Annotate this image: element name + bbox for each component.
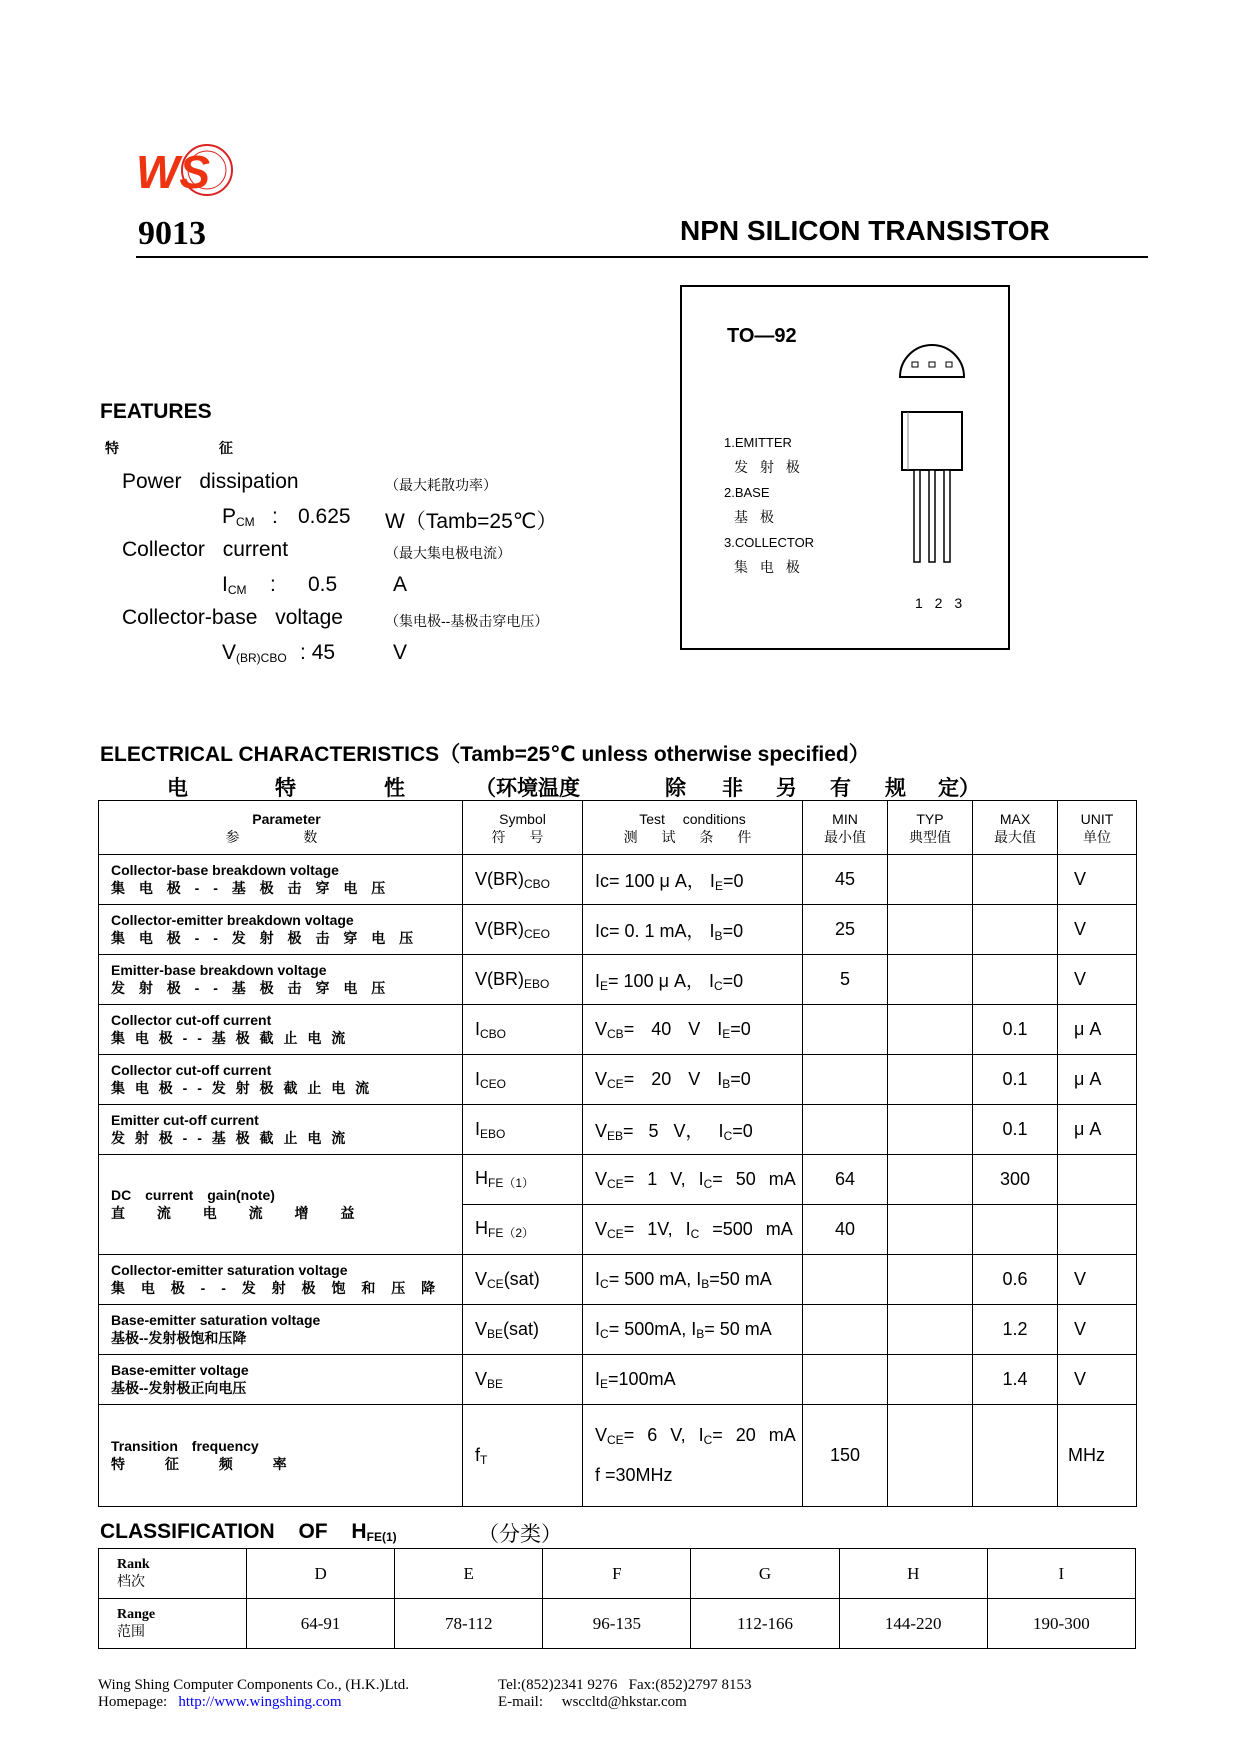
param-cn: 集 电 极 - - 发 射 极 截 止 电 流	[111, 1080, 373, 1096]
param-cn: 集 电 极 - - 发 射 极 击 穿 电 压	[111, 930, 419, 946]
param-en: Collector-emitter saturation voltage	[111, 1262, 348, 1278]
symbol-cell: $I_{CBO}$	[463, 1005, 583, 1055]
param-cn: 发 射 极 - - 基 极 击 穿 电 压	[111, 980, 391, 996]
table-row	[99, 1055, 1137, 1105]
feature-power-unit: W（Tamb=25℃）	[385, 510, 558, 533]
param-cn: 基极--发射极正向电压	[111, 1380, 247, 1396]
param-en: Emitter cut-off current	[111, 1112, 259, 1128]
symbol-cell: $H_{FE(2)}$	[463, 1205, 583, 1255]
symbol-cell: $V_{CE}(sat)$	[463, 1255, 583, 1305]
pin-1-cn: 发 射 极	[734, 459, 804, 475]
param-cn: 基极--发射极饱和压降	[111, 1330, 247, 1346]
rank-cell: D	[247, 1549, 395, 1599]
condition-cell: $V_{CE}= 6$ V, $I_C= 20$ mA f =30MHz	[583, 1405, 803, 1507]
electrical-heading: ELECTRICAL CHARACTERISTICS（Tamb=25℃ unless otherwise specified）	[100, 743, 870, 766]
condition-cell: $V_{CE}= 20$ V $I_B=0$	[583, 1055, 803, 1105]
max-cell: 0.1	[973, 1005, 1058, 1055]
symbol-cell: $I_{EBO}$	[463, 1105, 583, 1155]
max-cell: 0.6	[973, 1255, 1058, 1305]
rank-row	[99, 1549, 1136, 1599]
range-cell: 64-91	[247, 1599, 395, 1649]
min-cell	[803, 1305, 888, 1355]
rank-cell: E	[395, 1549, 543, 1599]
param-en: Collector-base breakdown voltage	[111, 862, 339, 878]
rank-cell: I	[987, 1549, 1135, 1599]
min-cell: 150	[803, 1405, 888, 1507]
package-box	[680, 285, 1010, 650]
max-cell	[973, 1205, 1058, 1255]
symbol-cell: $V(BR)_{EBO}$	[463, 955, 583, 1005]
symbol-cell: $V_{BE}(sat)$	[463, 1305, 583, 1355]
max-cell: 300	[973, 1155, 1058, 1205]
condition-cell: $I_C= 500mA$, $I_B= 50$ mA	[583, 1305, 803, 1355]
min-cell	[803, 1255, 888, 1305]
package-name: TO—92	[727, 325, 797, 347]
feature-voltage-cn: （集电极--基极击穿电压）	[385, 613, 549, 629]
feature-current-symbol: $I_{CM}$	[222, 573, 247, 597]
min-cell: 45	[803, 855, 888, 905]
company-logo	[132, 140, 242, 210]
param-cn: 直 流 电 流 增 益	[111, 1205, 369, 1221]
max-cell	[973, 905, 1058, 955]
condition-cell: $V_{CE}= 1$ V, $I_C= 50$ mA	[583, 1155, 803, 1205]
max-cell	[973, 955, 1058, 1005]
unit-cell: MHz	[1058, 1405, 1137, 1507]
condition-cell: $V_{CB}= 40$ V $I_E=0$	[583, 1005, 803, 1055]
ec-cn-word-8: 有	[830, 777, 851, 800]
feature-current-label: Collector current	[122, 538, 289, 561]
unit-cell: V	[1058, 1255, 1137, 1305]
min-cell	[803, 1005, 888, 1055]
range-cell: 112-166	[691, 1599, 839, 1649]
ec-cn-word-2: 特	[275, 777, 296, 800]
max-cell	[973, 855, 1058, 905]
min-cell: 25	[803, 905, 888, 955]
feature-power-symbol: $P_{CM}$	[222, 505, 255, 529]
pin-3-cn: 集 电 极	[734, 559, 804, 575]
symbol-cell: $V(BR)_{CEO}$	[463, 905, 583, 955]
header-rule	[136, 256, 1148, 258]
max-cell	[973, 1405, 1058, 1507]
param-cn: 发 射 极 - - 基 极 截 止 电 流	[111, 1130, 349, 1146]
condition-cell: $I_E=100mA$	[583, 1355, 803, 1405]
unit-cell: V	[1058, 955, 1137, 1005]
max-cell: 1.4	[973, 1355, 1058, 1405]
table-row	[99, 855, 1137, 905]
feature-power-sep: :	[272, 505, 278, 528]
typ-cell	[888, 1055, 973, 1105]
pin-3-label: 3.COLLECTOR	[724, 535, 815, 550]
col-parameter: Parameter 参 数	[99, 801, 463, 855]
classification-heading-cn: （分类）	[478, 1523, 562, 1546]
unit-cell	[1058, 1155, 1137, 1205]
ec-cn-word-3: 性	[384, 777, 405, 800]
param-cn: 特 征 频 率	[111, 1456, 305, 1472]
typ-cell	[888, 1305, 973, 1355]
unit-cell	[1058, 1205, 1137, 1255]
feature-power-value: 0.625	[298, 505, 351, 528]
condition-cell: $V_{EB}= 5$ V， $I_C=0$	[583, 1105, 803, 1155]
ec-cn-word-6: 非	[722, 777, 743, 800]
range-cell: 144-220	[839, 1599, 987, 1649]
feature-voltage-unit: V	[393, 641, 408, 664]
features-heading: FEATURES	[100, 400, 212, 423]
table-row-ft	[99, 1405, 1137, 1507]
feature-current-cn: （最大集电极电流）	[385, 545, 511, 561]
table-row	[99, 1305, 1137, 1355]
part-number: 9013	[138, 215, 206, 252]
symbol-cell: $H_{FE(1)}$	[463, 1155, 583, 1205]
range-row	[99, 1599, 1136, 1649]
features-heading-cn: 特 征	[105, 440, 281, 456]
pin-2-cn: 基 极	[734, 509, 778, 525]
min-cell	[803, 1105, 888, 1155]
typ-cell	[888, 1355, 973, 1405]
footer-email: E-mail: wsccltd@hkstar.com	[498, 1694, 687, 1710]
typ-cell	[888, 1105, 973, 1155]
homepage-link[interactable]: http://www.wingshing.com	[178, 1694, 342, 1710]
rank-cell: F	[543, 1549, 691, 1599]
footer-homepage: Homepage: http://www.wingshing.com	[98, 1694, 342, 1710]
col-typ: TYP 典型值	[888, 801, 973, 855]
typ-cell	[888, 1405, 973, 1507]
min-cell: 5	[803, 955, 888, 1005]
symbol-cell: $I_{CEO}$	[463, 1055, 583, 1105]
param-en: Emitter-base breakdown voltage	[111, 962, 327, 978]
typ-cell	[888, 1255, 973, 1305]
rank-cell: G	[691, 1549, 839, 1599]
table-row-hfe1	[99, 1155, 1137, 1205]
param-en: Base-emitter voltage	[111, 1362, 249, 1378]
document-title: NPN SILICON TRANSISTOR	[680, 215, 1050, 246]
pin-numbers: 1 2 3	[915, 595, 967, 611]
range-cell: 96-135	[543, 1599, 691, 1649]
unit-cell: V	[1058, 905, 1137, 955]
col-unit: UNIT 单位	[1058, 801, 1137, 855]
feature-current-sep: :	[270, 573, 276, 596]
min-cell	[803, 1355, 888, 1405]
min-cell: 64	[803, 1155, 888, 1205]
param-cn: 集 电 极 - - 基 极 击 穿 电 压	[111, 880, 391, 896]
ec-cn-word-4: （环境温度	[475, 777, 580, 800]
unit-cell: μ A	[1058, 1005, 1137, 1055]
unit-cell: V	[1058, 1355, 1137, 1405]
typ-cell	[888, 1205, 973, 1255]
email-link[interactable]: wsccltd@hkstar.com	[561, 1694, 687, 1710]
unit-cell: V	[1058, 1305, 1137, 1355]
ec-cn-word-7: 另	[776, 777, 797, 800]
max-cell: 0.1	[973, 1105, 1058, 1155]
electrical-characteristics-table	[98, 800, 1137, 1507]
condition-cell: $V_{CE}= 1V$, $I_C =500$ mA	[583, 1205, 803, 1255]
rank-header: Rank 档次	[99, 1549, 247, 1599]
ec-cn-word-1: 电	[167, 777, 188, 800]
condition-cell: $I_E= 100$ μ A， $I_C=0$	[583, 955, 803, 1005]
feature-current-unit: A	[393, 573, 408, 596]
param-en: Collector cut-off current	[111, 1062, 272, 1078]
classification-table	[98, 1548, 1136, 1649]
condition-cell: Ic= 100 μ A， $I_E=0$	[583, 855, 803, 905]
param-en: Base-emitter saturation voltage	[111, 1312, 321, 1328]
feature-power-label: Power dissipation	[122, 470, 299, 493]
col-max: MAX 最大值	[973, 801, 1058, 855]
table-header-row	[99, 801, 1137, 855]
table-row	[99, 1355, 1137, 1405]
pin-2-label: 2.BASE	[724, 485, 770, 500]
param-cn: 集 电 极 - - 发 射 极 饱 和 压 降	[111, 1280, 442, 1296]
table-row	[99, 1105, 1137, 1155]
svg-text:WS: WS	[136, 146, 211, 198]
to92-package-drawing	[892, 327, 972, 567]
feature-voltage-label: Collector-base voltage	[122, 606, 343, 629]
unit-cell: V	[1058, 855, 1137, 905]
condition-cell: Ic= 0. 1 mA， $I_B=0$	[583, 905, 803, 955]
symbol-cell: $V_{BE}$	[463, 1355, 583, 1405]
range-cell: 78-112	[395, 1599, 543, 1649]
col-symbol: Symbol 符 号	[463, 801, 583, 855]
table-row	[99, 1005, 1137, 1055]
param-en: Transition frequency	[111, 1438, 259, 1454]
ec-cn-word-5: 除	[665, 777, 686, 800]
param-en: Collector-emitter breakdown voltage	[111, 912, 354, 928]
ec-cn-word-9: 规	[885, 777, 906, 800]
min-cell	[803, 1055, 888, 1105]
table-row	[99, 955, 1137, 1005]
col-min: MIN 最小值	[803, 801, 888, 855]
feature-voltage-value: : 45	[300, 641, 336, 664]
param-en: DC current gain(note)	[111, 1187, 275, 1203]
range-cell: 190-300	[987, 1599, 1135, 1649]
col-conditions: Test conditions 测 试 条 件	[583, 801, 803, 855]
table-row	[99, 1255, 1137, 1305]
rank-cell: H	[839, 1549, 987, 1599]
feature-current-value: 0.5	[308, 573, 338, 596]
pin-1-label: 1.EMITTER	[724, 435, 792, 450]
condition-cell: $I_C= 500$ mA, $I_B=50$ mA	[583, 1255, 803, 1305]
symbol-cell: $f_T$	[463, 1405, 583, 1507]
param-cn: 集 电 极 - - 基 极 截 止 电 流	[111, 1030, 349, 1046]
max-cell: 0.1	[973, 1055, 1058, 1105]
typ-cell	[888, 855, 973, 905]
unit-cell: μ A	[1058, 1055, 1137, 1105]
ec-cn-word-10: 定）	[938, 777, 980, 800]
typ-cell	[888, 1155, 973, 1205]
classification-heading: CLASSIFICATION OF $H_{FE(1)}$	[100, 1520, 397, 1544]
typ-cell	[888, 905, 973, 955]
table-row	[99, 905, 1137, 955]
feature-power-cn: （最大耗散功率）	[385, 477, 497, 493]
unit-cell: μ A	[1058, 1105, 1137, 1155]
min-cell: 40	[803, 1205, 888, 1255]
typ-cell	[888, 1005, 973, 1055]
range-header: Range 范围	[99, 1599, 247, 1649]
feature-voltage-symbol: $V_{(BR)CBO}$	[222, 641, 287, 665]
max-cell: 1.2	[973, 1305, 1058, 1355]
typ-cell	[888, 955, 973, 1005]
symbol-cell: $V(BR)_{CBO}$	[463, 855, 583, 905]
footer-phone: Tel:(852)2341 9276 Fax:(852)2797 8153	[498, 1677, 752, 1693]
footer-company: Wing Shing Computer Components Co., (H.K.)Ltd.	[98, 1677, 410, 1693]
param-en: Collector cut-off current	[111, 1012, 272, 1028]
